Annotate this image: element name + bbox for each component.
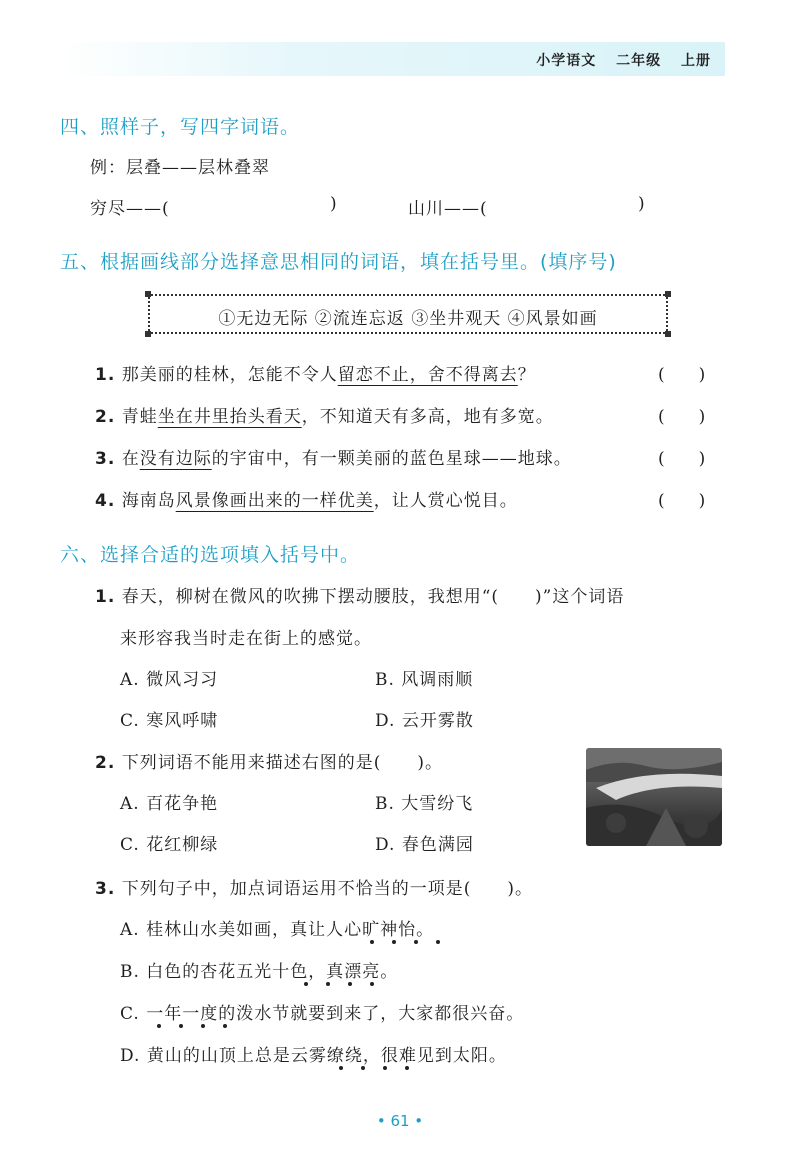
s5-item-4 [95, 486, 518, 511]
photo-illustration [586, 748, 722, 846]
item-number: 2. [95, 753, 116, 773]
emphasis-dot [348, 982, 352, 986]
volume-label: 上册 [681, 53, 711, 69]
underlined-phrase: 没有边际 [139, 449, 212, 469]
item-text-pre: 在 [121, 449, 140, 469]
answer-blank[interactable]: ( ) [658, 449, 706, 469]
item-text-pre: 青蛙 [121, 407, 158, 427]
emphasis-dot [414, 940, 418, 944]
question-text: 下列词语不能用来描述右图的是( )。 [121, 753, 443, 773]
emphasis-dot [383, 1066, 387, 1070]
option-c[interactable]: C. 花红柳绿 [120, 835, 219, 855]
emphasis-dot [339, 1066, 343, 1070]
option-d[interactable]: D. 云开雾散 [375, 711, 474, 731]
corner-mark [145, 291, 151, 297]
section-6-title: 六、选择合适的选项填入括号中。 [60, 544, 361, 566]
item-number: 3. [95, 449, 116, 469]
emphasis-dot [370, 940, 374, 944]
emphasis-dot [304, 982, 308, 986]
item-text-pre: 海南岛 [121, 491, 176, 511]
section-4-q1: 穷尽——( [90, 199, 170, 219]
item-text-pre: 那美丽的桂林，怎能不令人 [121, 365, 338, 385]
s5-item-3 [95, 444, 572, 469]
subject-label: 小学语文 [536, 53, 597, 69]
corner-mark [665, 291, 671, 297]
options-box [148, 294, 668, 334]
s6-q2-stem [95, 748, 443, 773]
underlined-phrase: 留恋不止，舍不得离去 [337, 365, 518, 385]
item-text-post: ？ [517, 365, 536, 385]
option-b[interactable]: B. 大雪纷飞 [375, 794, 474, 814]
option-d[interactable]: D. 春色满园 [375, 835, 474, 855]
page-number: • 61 • [376, 1112, 424, 1130]
emphasis-dot [436, 940, 440, 944]
item-number: 3. [95, 879, 116, 899]
item-text-post: ，不知道天有多高，地有多宽。 [301, 407, 554, 427]
emphasis-dot [392, 940, 396, 944]
section-4-q1-close: ) [330, 194, 337, 214]
section-4-example: 例：层叠——层林叠翠 [90, 158, 270, 178]
option-a[interactable]: A. 微风习习 [120, 670, 219, 690]
s6-q1-line2: 来形容我当时走在街上的感觉。 [120, 629, 372, 649]
s5-item-1 [95, 360, 536, 385]
s5-item-2 [95, 402, 554, 427]
emphasis-dot [157, 1024, 161, 1028]
section-4-title: 四、照样子，写四字词语。 [60, 116, 301, 138]
option-d[interactable]: D. 黄山的山顶上总是云雾缭绕，很难见到太阳。 [120, 1046, 507, 1066]
snow-garden-photo [586, 748, 722, 846]
answer-blank[interactable]: ( ) [658, 407, 706, 427]
emphasis-dot [223, 1024, 227, 1028]
underlined-phrase: 风景像画出来的一样优美 [175, 491, 374, 511]
emphasis-dot [361, 1066, 365, 1070]
item-number: 2. [95, 407, 116, 427]
corner-mark [665, 331, 671, 337]
answer-blank[interactable]: ( ) [658, 491, 706, 511]
s6-q1-line1 [95, 582, 624, 607]
option-a[interactable]: A. 桂林山水美如画，真让人心旷神怡。 [120, 920, 435, 940]
corner-mark [145, 331, 151, 337]
option-b[interactable]: B. 白色的杏花五光十色，真漂亮。 [120, 962, 399, 982]
item-number: 1. [95, 587, 116, 607]
answer-blank[interactable]: ( ) [658, 365, 706, 385]
option-b[interactable]: B. 风调雨顺 [375, 670, 474, 690]
section-4-q2: 山川——( [408, 199, 488, 219]
s6-q3-stem [95, 874, 533, 899]
emphasis-dot [370, 982, 374, 986]
section-4-q2-close: ) [638, 194, 645, 214]
option-a[interactable]: A. 百花争艳 [120, 794, 219, 814]
item-text-post: 的宇宙中，有一颗美丽的蓝色星球——地球。 [211, 449, 572, 469]
section-5-title: 五、根据画线部分选择意思相同的词语，填在括号里。(填序号) [60, 251, 617, 273]
option-c[interactable]: C. 寒风呼啸 [120, 711, 219, 731]
emphasis-dot [405, 1066, 409, 1070]
word-options: ①无边无际 ②流连忘返 ③坐井观天 ④风景如画 [218, 309, 598, 329]
option-c[interactable]: C. 一年一度的泼水节就要到来了，大家都很兴奋。 [120, 1004, 525, 1024]
item-number: 1. [95, 365, 116, 385]
underlined-phrase: 坐在井里抬头看天 [157, 407, 302, 427]
emphasis-dot [326, 982, 330, 986]
item-number: 4. [95, 491, 116, 511]
question-text: 下列句子中，加点词语运用不恰当的一项是( )。 [121, 879, 533, 899]
grade-label: 二年级 [616, 53, 662, 69]
emphasis-dot [201, 1024, 205, 1028]
question-text: 春天，柳树在微风的吹拂下摆动腰肢，我想用“( )”这个词语 [121, 587, 625, 607]
header-band [58, 42, 725, 76]
emphasis-dot [179, 1024, 183, 1028]
item-text-post: ，让人赏心悦目。 [373, 491, 518, 511]
book-info [522, 50, 711, 70]
